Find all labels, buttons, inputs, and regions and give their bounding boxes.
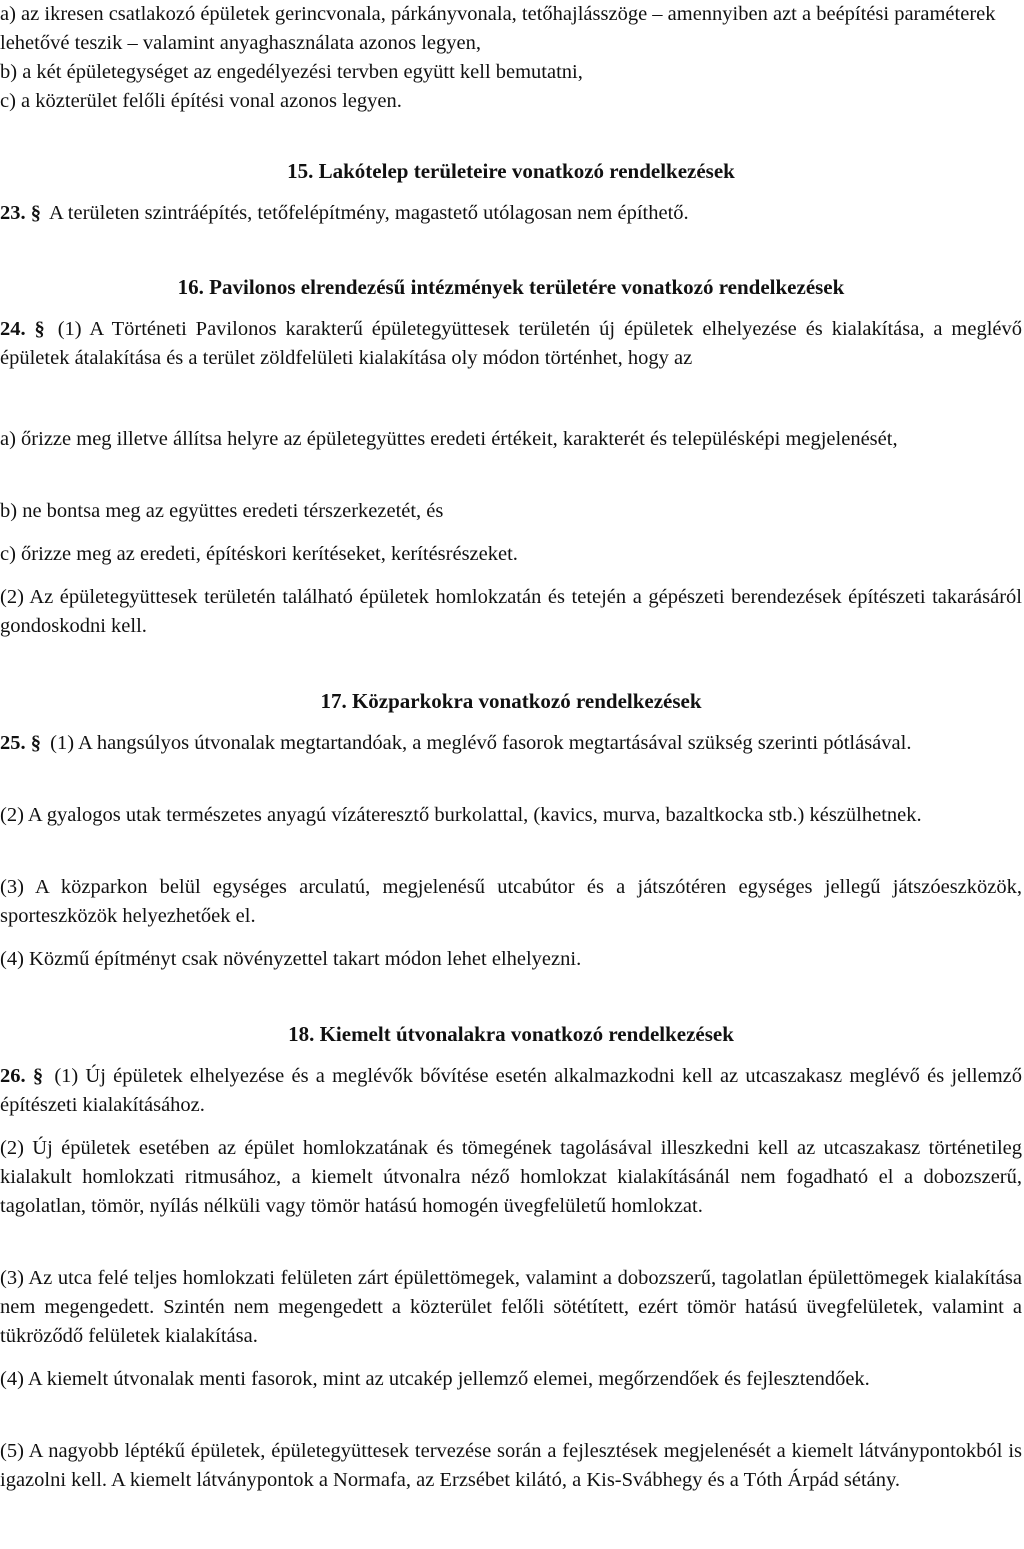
- intro-item-a: a) az ikresen csatlakozó épületek gerincvonala, párkányvonala, tetőhajlásszöge – amennyiben azt a beépítési paraméterek lehetővé teszik – valamint anyaghasználata azonos legyen,: [0, 3, 996, 54]
- paragraph-number: 23.: [0, 202, 26, 224]
- section-symbol: §: [32, 1065, 44, 1087]
- paragraph-text: (1) A Történeti Pavilonos karakterű épületegyüttesek területén új épületek elhelyezése és kialakítása, a meglévő épületek átalakítása és a terület zöldfelületi kialakítása oly módon történhet, hogy az: [0, 318, 1023, 369]
- paragraph-26-3: (3) Az utca felé teljes homlokzati felületen zárt épülettömegek, valamint a dobozszerű, tagolatlan épülettömegek kialakítása nem megengedett. Szintén nem megengedett a közterület felőli sötétített, ezért tömör hatású üvegfelületek, valamint a tükröződő felületek kialakítása.: [0, 1267, 1022, 1347]
- paragraph-26-1: [0, 1062, 1022, 1120]
- paragraph-26-4: (4) A kiemelt útvonalak menti fasorok, mint az utcakép jellemző elemei, megőrzendőek és fejlesztendőek.: [0, 1368, 870, 1390]
- intro-item-b: b) a két épületegységet az engedélyezési tervben együtt kell bemutatni,: [0, 61, 583, 83]
- heading-18: 18. Kiemelt útvonalakra vonatkozó rendelkezések: [288, 1022, 734, 1046]
- paragraph-number: 25.: [0, 732, 26, 754]
- paragraph-24-1: [0, 315, 1022, 373]
- paragraph-text: A területen szintráépítés, tetőfelépítmény, magastető utólagosan nem építhető.: [49, 202, 689, 224]
- heading-16: 16. Pavilonos elrendezésű intézmények területére vonatkozó rendelkezések: [177, 275, 845, 299]
- paragraph-text: (1) A hangsúlyos útvonalak megtartandóak, a meglévő fasorok megtartásával szükség szerinti pótlásával.: [50, 732, 912, 754]
- section-symbol: §: [30, 732, 41, 754]
- paragraph-26-5: (5) A nagyobb léptékű épületek, épületegyüttesek tervezése során a fejlesztések megjelenését a kiemelt látványpontokból is igazolni kell. A kiemelt látványpontok a Normafa, az Erzsébet kilátó, a Kis-Svábhegy és a Tóth Árpád sétány.: [0, 1440, 1022, 1491]
- paragraph-number: 26.: [0, 1065, 26, 1087]
- paragraph-text: (1) Új épületek elhelyezése és a meglévők bővítése esetén alkalmazkodni kell az utcaszakasz meglévő és jellemző építészeti kialakításához.: [0, 1065, 1022, 1116]
- heading-15: 15. Lakótelep területeire vonatkozó rendelkezések: [287, 159, 735, 183]
- section-symbol: §: [30, 202, 41, 224]
- paragraph-25-3: (3) A közparkon belül egységes arculatú, megjelenésű utcabútor és a játszótéren egységes jellegű játszóeszközök, sporteszközök helyezhetőek el.: [0, 876, 1022, 927]
- list-item-c: c) őrizze meg az eredeti, építéskori kerítéseket, kerítésrészeket.: [0, 543, 518, 565]
- paragraph-24-2: (2) Az épületegyüttesek területén található épületek homlokzatán és tetején a gépészeti berendezések építészeti takarásáról gondoskodni kell.: [0, 586, 1022, 637]
- paragraph-number: 24.: [0, 318, 26, 340]
- heading-17: 17. Közparkokra vonatkozó rendelkezések: [320, 689, 702, 713]
- paragraph-25-1: [0, 729, 1022, 758]
- paragraph-25-2: (2) A gyalogos utak természetes anyagú vízáteresztő burkolattal, (kavics, murva, bazaltkocka stb.) készülhetnek.: [0, 804, 922, 826]
- list-item-b: b) ne bontsa meg az együttes eredeti térszerkezetét, és: [0, 500, 444, 522]
- list-item-a: a) őrizze meg illetve állítsa helyre az épületegyüttes eredeti értékeit, karakterét és településképi megjelenését,: [0, 428, 898, 450]
- paragraph-23: [0, 199, 1022, 228]
- intro-item-c: c) a közterület felőli építési vonal azonos legyen.: [0, 90, 402, 112]
- section-symbol: §: [34, 318, 45, 340]
- paragraph-26-2: (2) Új épületek esetében az épület homlokzatának és tömegének tagolásával illeszkedni kell az utcaszakasz történetileg kialakult homlokzati ritmusához, a kiemelt útvonalra néző homlokzat kialakításánál nem fogadható el a dobozszerű, tagolatlan, tömör, nyílás nélküli vagy tömör hatású homogén üvegfelületű homlokzat.: [0, 1137, 1022, 1217]
- paragraph-25-4: (4) Közmű építményt csak növényzettel takart módon lehet elhelyezni.: [0, 948, 582, 970]
